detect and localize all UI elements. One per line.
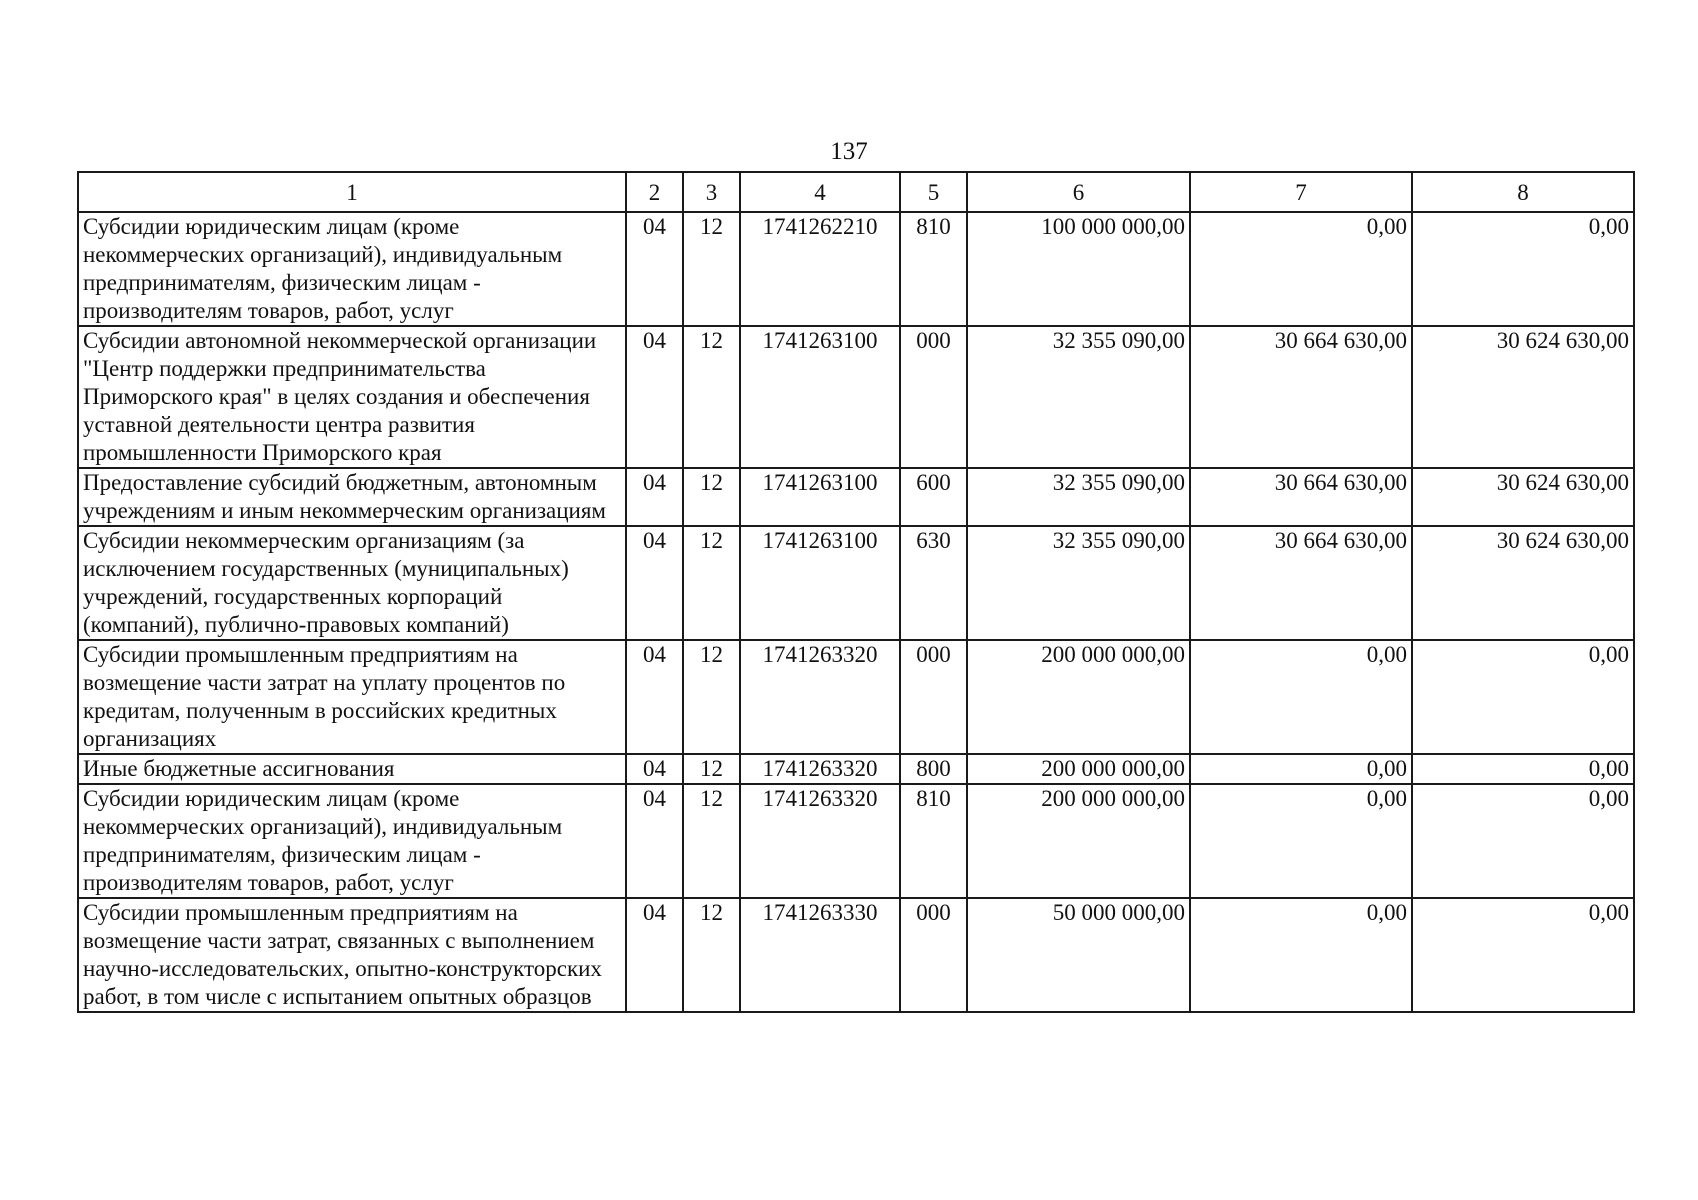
section-code: 04 <box>626 326 683 468</box>
subsection-code: 12 <box>683 526 740 640</box>
amount-col6: 200 000 000,00 <box>967 640 1190 754</box>
subsection-code: 12 <box>683 212 740 326</box>
header-cell: 4 <box>740 172 900 212</box>
target-article-code: 1741263320 <box>740 754 900 784</box>
table-row <box>78 468 1634 526</box>
table-row <box>78 326 1634 468</box>
target-article-code: 1741263320 <box>740 640 900 754</box>
expense-type-code: 600 <box>900 468 967 526</box>
row-description: Иные бюджетные ассигнования <box>78 754 626 784</box>
table-row <box>78 212 1634 326</box>
header-cell: 6 <box>967 172 1190 212</box>
amount-col7: 30 664 630,00 <box>1190 526 1412 640</box>
page-number: 137 <box>830 138 868 165</box>
subsection-code: 12 <box>683 468 740 526</box>
amount-col6: 200 000 000,00 <box>967 754 1190 784</box>
budget-table <box>77 171 1635 1013</box>
row-description: Субсидии юридическим лицам (кроме некоммерческих организаций), индивидуальным предпринимателям, физическим лицам - производителям товаров, работ, услуг <box>78 212 626 326</box>
subsection-code: 12 <box>683 326 740 468</box>
header-cell: 2 <box>626 172 683 212</box>
target-article-code: 1741262210 <box>740 212 900 326</box>
amount-col6: 50 000 000,00 <box>967 898 1190 1012</box>
amount-col8: 0,00 <box>1412 212 1634 326</box>
section-code: 04 <box>626 468 683 526</box>
expense-type-code: 800 <box>900 754 967 784</box>
target-article-code: 1741263100 <box>740 468 900 526</box>
amount-col7: 30 664 630,00 <box>1190 468 1412 526</box>
section-code: 04 <box>626 784 683 898</box>
amount-col7: 0,00 <box>1190 754 1412 784</box>
amount-col7: 0,00 <box>1190 212 1412 326</box>
header-cell: 1 <box>78 172 626 212</box>
amount-col7: 0,00 <box>1190 640 1412 754</box>
row-description: Субсидии автономной некоммерческой организации "Центр поддержки предпринимательства Приморского края" в целях создания и обеспечения уставной деятельности центра развития промышленности Приморского края <box>78 326 626 468</box>
amount-col8: 0,00 <box>1412 898 1634 1012</box>
amount-col7: 0,00 <box>1190 784 1412 898</box>
amount-col6: 100 000 000,00 <box>967 212 1190 326</box>
amount-col6: 200 000 000,00 <box>967 784 1190 898</box>
expense-type-code: 810 <box>900 212 967 326</box>
amount-col8: 0,00 <box>1412 640 1634 754</box>
table-row <box>78 526 1634 640</box>
table-row <box>78 784 1634 898</box>
amount-col8: 0,00 <box>1412 784 1634 898</box>
expense-type-code: 630 <box>900 526 967 640</box>
header-cell: 7 <box>1190 172 1412 212</box>
amount-col6: 32 355 090,00 <box>967 326 1190 468</box>
section-code: 04 <box>626 754 683 784</box>
expense-type-code: 000 <box>900 898 967 1012</box>
expense-type-code: 000 <box>900 640 967 754</box>
target-article-code: 1741263100 <box>740 326 900 468</box>
header-row <box>78 172 1634 212</box>
header-cell: 3 <box>683 172 740 212</box>
table-row <box>78 898 1634 1012</box>
amount-col6: 32 355 090,00 <box>967 468 1190 526</box>
row-description: Субсидии промышленным предприятиям на возмещение части затрат на уплату процентов по кредитам, полученным в российских кредитных организациях <box>78 640 626 754</box>
expense-type-code: 000 <box>900 326 967 468</box>
subsection-code: 12 <box>683 898 740 1012</box>
header-cell: 8 <box>1412 172 1634 212</box>
amount-col8: 0,00 <box>1412 754 1634 784</box>
target-article-code: 1741263330 <box>740 898 900 1012</box>
subsection-code: 12 <box>683 784 740 898</box>
amount-col8: 30 624 630,00 <box>1412 526 1634 640</box>
subsection-code: 12 <box>683 754 740 784</box>
section-code: 04 <box>626 640 683 754</box>
section-code: 04 <box>626 526 683 640</box>
amount-col6: 32 355 090,00 <box>967 526 1190 640</box>
row-description: Субсидии промышленным предприятиям на возмещение части затрат, связанных с выполнением научно-исследовательских, опытно-конструкторских работ, в том числе с испытанием опытных образцов <box>78 898 626 1012</box>
amount-col8: 30 624 630,00 <box>1412 326 1634 468</box>
amount-col7: 0,00 <box>1190 898 1412 1012</box>
table-row <box>78 754 1634 784</box>
expense-type-code: 810 <box>900 784 967 898</box>
amount-col7: 30 664 630,00 <box>1190 326 1412 468</box>
target-article-code: 1741263320 <box>740 784 900 898</box>
amount-col8: 30 624 630,00 <box>1412 468 1634 526</box>
row-description: Субсидии некоммерческим организациям (за исключением государственных (муниципальных) учреждений, государственных корпораций (компаний), публично-правовых компаний) <box>78 526 626 640</box>
section-code: 04 <box>626 212 683 326</box>
row-description: Предоставление субсидий бюджетным, автономным учреждениям и иным некоммерческим организациям <box>78 468 626 526</box>
row-description: Субсидии юридическим лицам (кроме некоммерческих организаций), индивидуальным предпринимателям, физическим лицам - производителям товаров, работ, услуг <box>78 784 626 898</box>
header-cell: 5 <box>900 172 967 212</box>
section-code: 04 <box>626 898 683 1012</box>
table-row <box>78 640 1634 754</box>
target-article-code: 1741263100 <box>740 526 900 640</box>
subsection-code: 12 <box>683 640 740 754</box>
